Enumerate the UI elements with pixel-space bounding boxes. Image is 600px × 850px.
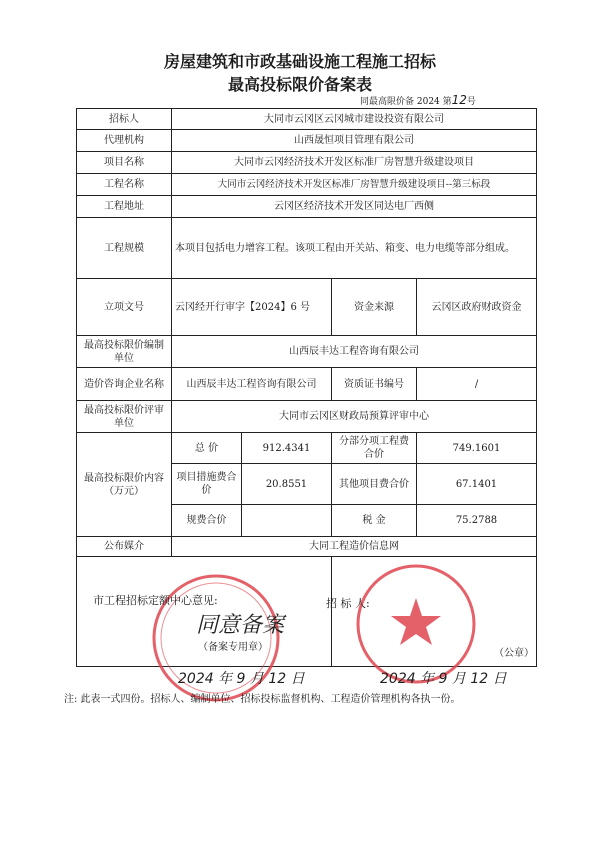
label-agency: 代理机构 [77,130,172,152]
value-tax: 75.2788 [417,505,537,537]
form-title: 房屋建筑和市政基础设施工程施工招标 [163,52,436,71]
row-work-name [77,174,537,196]
value-tenderer: 大同市云冈区云冈城市建设投资有限公司 [172,109,537,130]
value-compiler: 山西辰丰达工程咨询有限公司 [172,336,537,368]
label-work-site: 工程地址 [77,196,172,218]
label-scale: 工程规模 [77,218,172,279]
label-cert: 资质证书编号 [332,368,417,401]
label-total: 总 价 [172,433,242,464]
value-measure: 20.8551 [242,464,332,505]
value-consult: 山西辰丰达工程咨询有限公司 [172,368,332,401]
label-review: 最高投标限价评审单位 [77,401,172,433]
approval-opinion-title: 市工程招标定额中心意见: [93,594,218,607]
label-media: 公布媒介 [77,537,172,557]
row-media [77,537,537,557]
label-tax: 税 金 [332,505,417,537]
value-work-site: 云冈区经济技术开发区同达电厂西侧 [172,196,537,218]
value-agency: 山西晟恒项目管理有限公司 [172,130,537,152]
row-project [77,152,537,174]
value-fees [242,505,332,537]
approval-stamp-text: 同意备案 [196,613,285,638]
label-tenderer: 招标人 [77,109,172,130]
label-approval: 立项文号 [77,279,172,336]
label-fees: 规费合价 [172,505,242,537]
label-project: 项目名称 [77,152,172,174]
tenderer-date: 2024 年 9 月 12 日 [380,671,507,687]
value-review: 大同市云冈区财政局预算评审中心 [172,401,537,433]
star-icon [391,598,441,645]
value-work-name: 大同市云冈经济技术开发区标准厂房智慧升级建设项目--第三标段 [172,174,537,196]
value-cert: / [417,368,537,401]
row-price-total [77,433,537,464]
row-tenderer [77,109,537,130]
seal-note: （公章） [494,648,534,659]
label-compiler: 最高投标限价编制单位 [77,336,172,368]
value-fund-source: 云冈区政府财政资金 [417,279,537,336]
label-consult: 造价咨询企业名称 [77,368,172,401]
record-number-suffix: 号 [466,97,476,107]
row-work-site [77,196,537,218]
row-compiler [77,336,537,368]
value-total: 912.4341 [242,433,332,464]
row-approval [77,279,537,336]
tenderer-signature-title: 招 标 人: [326,597,370,610]
label-sub-items: 分部分项工程费合价 [332,433,417,464]
label-fund-source: 资金来源 [332,279,417,336]
row-agency [77,130,537,152]
label-measure: 项目措施费合 价 [172,464,242,505]
approval-stamp-note: （备案专用章） [198,642,268,653]
record-number-prefix: 同最高限价备 2024 第 [360,97,452,107]
value-project: 大同市云冈经济技术开发区标准厂房智慧升级建设项目 [172,152,537,174]
label-work-name: 工程名称 [77,174,172,196]
footnote: 注: 此表一式四份。招标人、编制单位、招标投标监督机构、工程造价管理机构各执一份。 [64,694,461,705]
record-number [360,93,476,107]
form-subtitle: 最高投标限价备案表 [227,75,372,94]
value-approval: 云冈经开行审字【2024】6 号 [172,279,332,336]
value-other: 67.1401 [417,464,537,505]
approval-date: 2024 年 9 月 12 日 [178,671,305,687]
value-sub-items: 749.1601 [417,433,537,464]
label-price: 最高投标限价内容（万元） [77,433,172,537]
row-consult [77,368,537,401]
label-other: 其他项目费合价 [332,464,417,505]
value-media: 大同工程造价信息网 [172,537,537,557]
row-review [77,401,537,433]
value-scale: 本项目包括电力增容工程。该项工程由开关站、箱变、电力电缆等部分组成。 [172,218,537,279]
record-number-handwritten: 12 [451,93,467,107]
row-scale [77,218,537,279]
